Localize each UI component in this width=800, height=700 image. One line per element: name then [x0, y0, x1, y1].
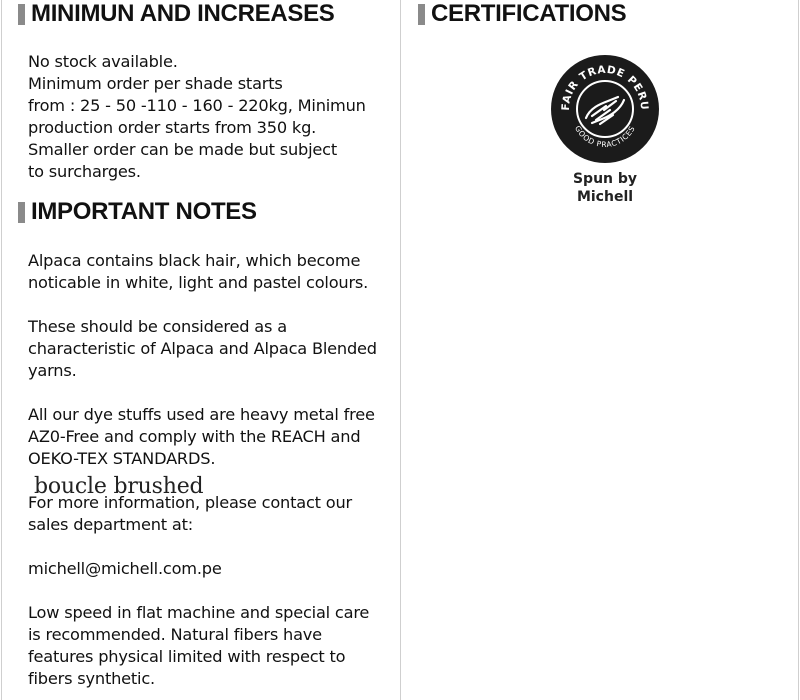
notes-line: Low speed in flat machine and special care [28, 603, 370, 622]
product-name-overlay: boucle brushed [34, 474, 204, 499]
notes-paragraph-dye [28, 404, 388, 470]
notes-line: fibers synthetic. [28, 669, 155, 688]
heading-marker [18, 4, 25, 25]
notes-line: Alpaca contains black hair, which become [28, 251, 361, 270]
minimum-section-heading [18, 0, 335, 28]
notes-line: These should be considered as a [28, 317, 287, 336]
notes-line: For more information, please contact our [28, 493, 352, 512]
notes-line: characteristic of Alpaca and Alpaca Blended [28, 339, 377, 358]
column-divider [400, 0, 401, 700]
notes-paragraph-characteristic [28, 316, 388, 382]
contact-email: michell@michell.com.pe [28, 559, 222, 578]
notes-line: All our dye stuffs used are heavy metal free [28, 405, 375, 424]
notes-paragraph-email [28, 558, 388, 580]
fair-trade-peru-badge [550, 54, 660, 164]
minimum-paragraph [28, 51, 388, 183]
minimum-line: No stock available. [28, 52, 178, 71]
minimum-heading-text: MINIMUN AND INCREASES [31, 0, 335, 27]
notes-line: yarns. [28, 361, 77, 380]
notes-line: features physical limited with respect to [28, 647, 346, 666]
right-border [798, 0, 799, 700]
certifications-heading-text: CERTIFICATIONS [431, 0, 627, 27]
certifications-section-heading [418, 0, 626, 28]
notes-line: OEKO-TEX STANDARDS. [28, 449, 216, 468]
notes-heading-text: IMPORTANT NOTES [31, 198, 257, 225]
minimum-line: Smaller order can be made but subject [28, 140, 337, 159]
notes-section-heading [18, 198, 257, 226]
notes-paragraph-machine [28, 602, 388, 690]
notes-line: AZ0-Free and comply with the REACH and [28, 427, 361, 446]
notes-paragraph-alpaca [28, 250, 388, 294]
notes-line: sales department at: [28, 515, 194, 534]
caption-line: Michell [576, 189, 634, 205]
heading-marker [18, 202, 25, 223]
badge-top-text: FAIR TRADE PERU [559, 63, 651, 111]
minimum-line: Minimum order per shade starts [28, 74, 283, 93]
minimum-line: to surcharges. [28, 162, 141, 181]
notes-line: noticable in white, light and pastel colours. [28, 273, 369, 292]
notes-line: is recommended. Natural fibers have [28, 625, 322, 644]
caption-line: Spun by [572, 171, 638, 187]
minimum-line: production order starts from 350 kg. [28, 118, 317, 137]
minimum-line: from : 25 - 50 -110 - 160 - 220kg, Minimun [28, 96, 366, 115]
badge-bottom-text: GOOD PRACTICES [573, 124, 637, 150]
certification-caption [545, 170, 665, 206]
left-border [1, 0, 2, 700]
heading-marker [418, 4, 425, 25]
